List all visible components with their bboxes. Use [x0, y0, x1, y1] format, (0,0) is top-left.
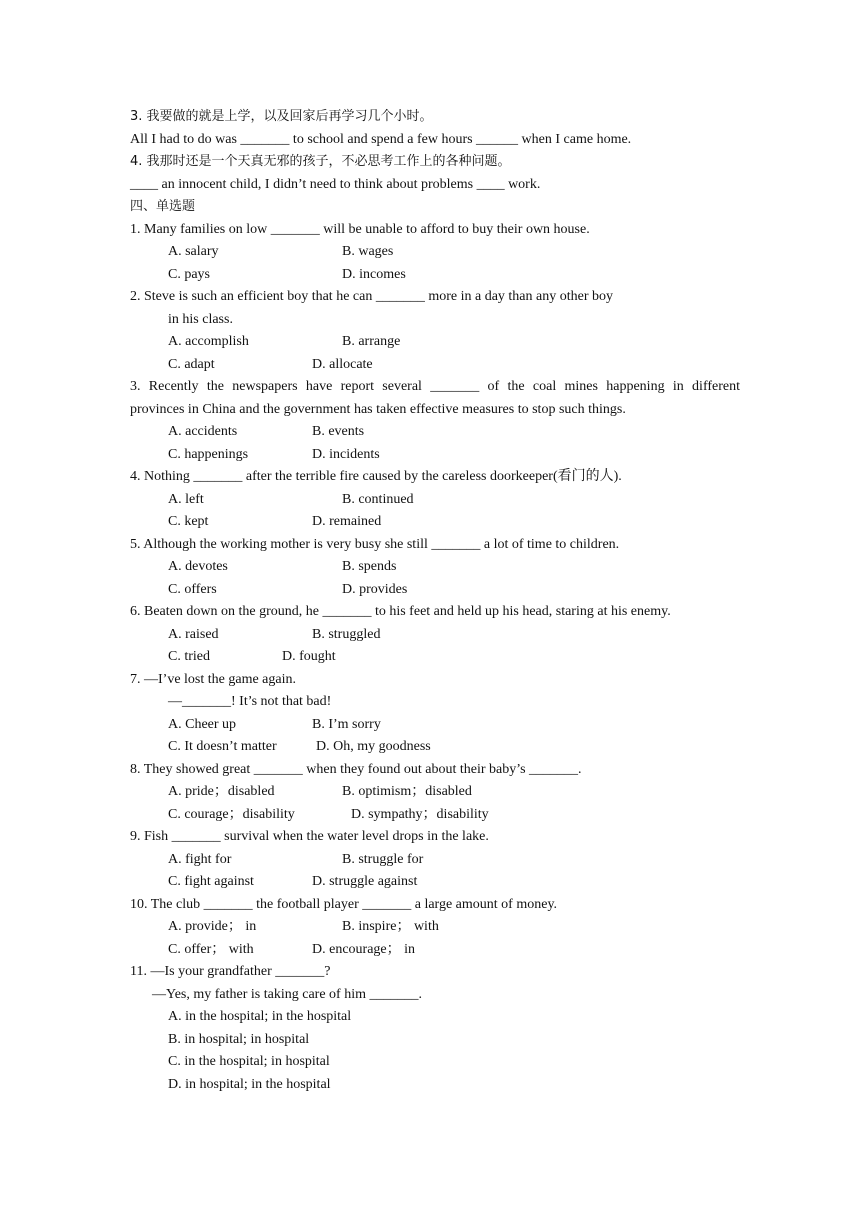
question-6-options-row-2	[130, 646, 740, 669]
question-6-options-row-1	[130, 624, 740, 647]
question-8-options-row-2	[130, 804, 740, 827]
question-4-options-row-2	[130, 511, 740, 534]
option-a[interactable]: A. in the hospital; in the hospital	[168, 1009, 352, 1024]
option-a[interactable]: A. pride；disabled	[168, 784, 275, 799]
option-b[interactable]: B. optimism；disabled	[342, 784, 472, 799]
translation-q3-english: All I had to do was _______ to school and spend a few hours ______ when I came home.	[130, 131, 632, 147]
option-a[interactable]: A. fight for	[168, 851, 232, 867]
question-10-options-row-2	[130, 939, 740, 962]
option-d[interactable]: D. incidents	[312, 446, 380, 462]
option-c[interactable]: C. kept	[168, 514, 209, 529]
question-9-stem: 9. Fish _______ survival when the water level drops in the lake.	[130, 829, 489, 844]
option-b[interactable]: B. events	[312, 424, 365, 439]
option-a[interactable]: A. accomplish	[168, 334, 249, 349]
option-d[interactable]: D. in hospital; in the hospital	[168, 1076, 331, 1092]
option-d[interactable]: D. provides	[342, 581, 408, 597]
question-6-stem: 6. Beaten down on the ground, he _______ to his feet and held up his head, staring at his enemy.	[130, 604, 671, 619]
option-b[interactable]: B. struggle for	[342, 851, 424, 867]
option-c[interactable]: C. tried	[168, 649, 210, 664]
option-d[interactable]: D. remained	[312, 514, 382, 529]
option-a[interactable]: A. left	[168, 491, 204, 507]
option-a[interactable]: A. raised	[168, 626, 219, 642]
question-11-stem: 11. —Is your grandfather _______?	[130, 964, 331, 979]
option-c[interactable]: C. It doesn’t matter	[168, 739, 277, 754]
question-3-stem: 3. Recently the newspapers have report several _______ of the coal mines happening in different	[130, 379, 740, 394]
question-11-stem-continued: —Yes, my father is taking care of him _______.	[152, 986, 422, 1002]
option-c[interactable]: C. offer； with	[168, 941, 254, 957]
option-b[interactable]: B. spends	[342, 559, 397, 574]
question-7-options-row-1	[130, 714, 740, 737]
question-5-stem: 5. Although the working mother is very busy she still _______ a lot of time to children.	[130, 536, 620, 552]
option-c[interactable]: C. offers	[168, 581, 217, 597]
question-8-stem: 8. They showed great _______ when they found out about their baby’s _______.	[130, 761, 582, 777]
question-1-stem: 1. Many families on low _______ will be unable to afford to buy their own house.	[130, 221, 590, 237]
option-d[interactable]: D. allocate	[312, 356, 373, 372]
question-5-options-row-1	[130, 556, 740, 579]
question-8-options-row-1	[130, 781, 740, 804]
option-b[interactable]: B. inspire； with	[342, 919, 439, 934]
question-2-options-row-2	[130, 354, 740, 377]
option-d[interactable]: D. sympathy；disability	[351, 806, 489, 822]
question-7-options-row-2	[130, 736, 740, 759]
option-a[interactable]: A. devotes	[168, 559, 228, 574]
question-4-stem: 4. Nothing _______ after the terrible fire caused by the careless doorkeeper(看门的人).	[130, 469, 622, 484]
question-4-options-row-1	[130, 489, 740, 512]
question-9-options-row-1	[130, 849, 740, 872]
question-7-stem-continued: —_______! It’s not that bad!	[168, 694, 332, 709]
option-d[interactable]: D. struggle against	[312, 874, 418, 889]
question-1-options-row-1	[130, 241, 740, 264]
option-b[interactable]: B. in hospital; in hospital	[168, 1031, 310, 1047]
question-3-options-row-2	[130, 444, 740, 467]
option-b[interactable]: B. continued	[342, 491, 414, 507]
translation-q4-english: ____ an innocent child, I didn’t need to think about problems ____ work.	[130, 176, 541, 192]
question-2-stem-continued: in his class.	[168, 311, 233, 327]
option-b[interactable]: B. struggled	[312, 626, 381, 642]
question-5-options-row-2	[130, 579, 740, 602]
question-7-stem: 7. —I’ve lost the game again.	[130, 671, 297, 687]
option-c[interactable]: C. in the hospital; in hospital	[168, 1054, 330, 1069]
option-d[interactable]: D. Oh, my goodness	[316, 739, 431, 754]
question-3-stem-continued: provinces in China and the government has taken effective measures to stop such things.	[130, 401, 626, 417]
document-content	[130, 106, 740, 1096]
option-c[interactable]: C. fight against	[168, 874, 254, 889]
translation-q3-chinese: 3. 我要做的就是上学，以及回家后再学习几个小时。	[130, 109, 433, 124]
question-10-stem: 10. The club _______ the football player _______ a large amount of money.	[130, 896, 558, 912]
question-10-options-row-1	[130, 916, 740, 939]
question-2-stem: 2. Steve is such an efficient boy that he can _______ more in a day than any other boy	[130, 289, 613, 304]
option-d[interactable]: D. encourage； in	[312, 941, 416, 957]
translation-q4-chinese: 4. 我那时还是一个天真无邪的孩子，不必思考工作上的各种问题。	[130, 154, 511, 169]
option-b[interactable]: B. I’m sorry	[312, 716, 381, 732]
option-c[interactable]: C. adapt	[168, 356, 215, 372]
option-a[interactable]: A. accidents	[168, 424, 238, 439]
option-c[interactable]: C. happenings	[168, 446, 249, 462]
option-a[interactable]: A. Cheer up	[168, 716, 237, 732]
option-d[interactable]: D. fought	[282, 649, 336, 664]
option-b[interactable]: B. wages	[342, 244, 394, 259]
question-3-options-row-1	[130, 421, 740, 444]
question-1-options-row-2	[130, 264, 740, 287]
question-9-options-row-2	[130, 871, 740, 894]
option-a[interactable]: A. provide； in	[168, 919, 257, 934]
option-d[interactable]: D. incomes	[342, 266, 406, 282]
option-c[interactable]: C. pays	[168, 266, 210, 282]
option-a[interactable]: A. salary	[168, 244, 219, 259]
section-heading: 四、单选题	[130, 199, 196, 214]
question-2-options-row-1	[130, 331, 740, 354]
option-b[interactable]: B. arrange	[342, 334, 401, 349]
option-c[interactable]: C. courage；disability	[168, 806, 295, 822]
